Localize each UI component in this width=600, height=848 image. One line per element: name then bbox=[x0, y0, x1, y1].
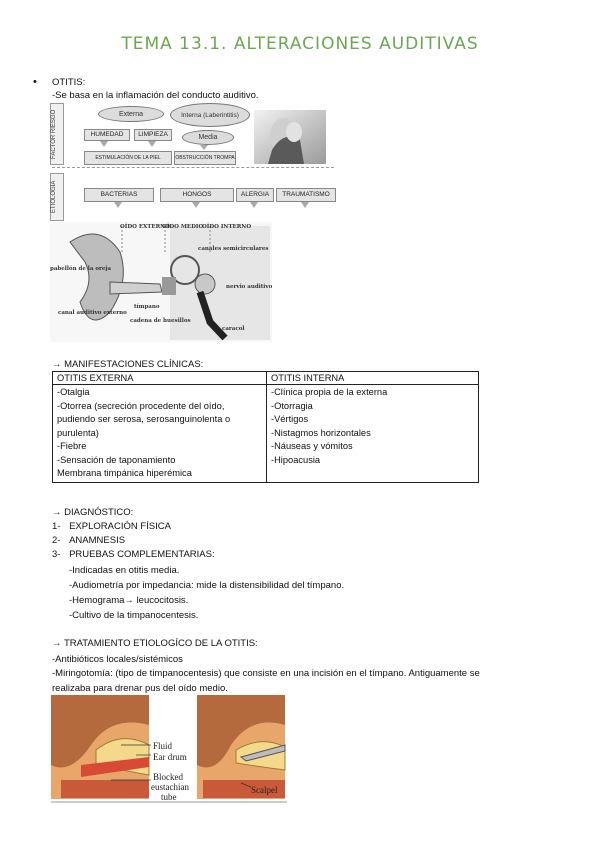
tratamiento-line-3: realizaba para drenar pus del oído medio. bbox=[52, 683, 228, 694]
diagnostico-heading: → DIAGNÓSTICO: bbox=[52, 507, 134, 518]
item-number: 1- bbox=[52, 521, 61, 532]
tratamiento-line-1: -Antibióticos locales/sistémicos bbox=[52, 654, 183, 665]
oval-internal: Interna (Laberintitis) bbox=[170, 103, 250, 127]
label-middle-ear: OÍDO MEDIO bbox=[162, 224, 204, 230]
diagnostico-sub-4: -Cultivo de la timpanocentesis. bbox=[69, 610, 199, 621]
ear-anatomy-drawing bbox=[50, 222, 272, 342]
list-item: -Otorragia bbox=[271, 400, 313, 411]
label-outer-ear: OÍDO EXTERNO bbox=[120, 224, 170, 230]
box-tube-obstruction: OBSTRUCCIÓN TROMPA bbox=[174, 151, 236, 165]
oval-middle: Media bbox=[182, 130, 234, 145]
label-fluid: Fluid bbox=[153, 741, 173, 751]
item-text: EXPLORACIÓN FÍSICA bbox=[69, 521, 171, 532]
item-text: PRUEBAS COMPLEMENTARIAS: bbox=[69, 549, 215, 560]
list-item: purulenta) bbox=[57, 427, 99, 438]
label-auditory-nerve: nervio auditivo bbox=[226, 284, 273, 290]
cell-otitis-externa bbox=[53, 385, 267, 483]
label-pinna: pabellón de la oreja bbox=[50, 266, 111, 272]
label-semicircular-canals: canales semicirculares bbox=[198, 246, 269, 252]
list-item: -Hipoacusia bbox=[271, 454, 321, 465]
list-item: -Sensación de taponamiento bbox=[57, 454, 176, 465]
table-row bbox=[53, 385, 479, 483]
side-label-factors: FACTOR RIESGO bbox=[50, 103, 64, 165]
otitis-intro: -Se basa en la inflamación del conducto auditivo. bbox=[52, 90, 259, 101]
label-eardrum: tímpano bbox=[134, 304, 160, 310]
list-item: -Otalgia bbox=[57, 387, 90, 397]
list-item: -Vértigos bbox=[271, 414, 309, 424]
list-item: -Otorrea (secreción procedente del oído, bbox=[57, 400, 225, 411]
label-cochlea: caracol bbox=[222, 326, 245, 332]
list-item: -Fiebre bbox=[57, 441, 87, 451]
page-title: TEMA 13.1. ALTERACIONES AUDITIVAS bbox=[121, 34, 479, 54]
col-otitis-externa: OTITIS EXTERNA bbox=[53, 372, 267, 385]
list-item: -Nistagmos horizontales bbox=[271, 427, 371, 438]
side-label-etiology: ETIOLOGÍA bbox=[50, 173, 64, 221]
item-number: 3- bbox=[52, 549, 61, 560]
tratamiento-line-2: -Miringotomía: (tipo de timpanocentesis) que consiste en una incisión en el tímpano. Antiguamente se bbox=[52, 668, 480, 679]
list-item: Membrana timpánica hiperémica bbox=[57, 468, 192, 478]
box-cleaning: LIMPIEZA bbox=[134, 129, 172, 141]
box-bacteria: BACTERIAS bbox=[84, 188, 154, 202]
box-fungi: HONGOS bbox=[160, 188, 234, 202]
bullet-icon: • bbox=[33, 76, 37, 88]
ear-pain-photo bbox=[254, 110, 326, 164]
box-allergy: ALERGIA bbox=[236, 188, 274, 202]
item-text: ANAMNESIS bbox=[69, 535, 126, 546]
tratamiento-heading: → TRATAMIENTO ETIOLOGÍCO DE LA OTITIS: bbox=[52, 638, 258, 649]
col-otitis-interna: OTITIS INTERNA bbox=[267, 372, 479, 385]
label-tube: tube bbox=[161, 792, 177, 802]
item-number: 2- bbox=[52, 535, 61, 546]
label-blocked: Blocked bbox=[153, 772, 183, 782]
oval-external: Externa bbox=[98, 106, 164, 122]
diagnostico-sub-3: -Hemograma→ leucocitosis. bbox=[69, 595, 189, 606]
list-item: -Clínica propia de la externa bbox=[271, 387, 388, 397]
diagnostico-sub-2: -Audiometría por impedancia: mide la distensibilidad del tímpano. bbox=[69, 580, 345, 591]
box-skin-stimulation: ESTIMULACIÓN DE LA PIEL bbox=[84, 151, 172, 165]
diagnostico-item-2 bbox=[52, 535, 125, 546]
label-ossicles: cadena de huesillos bbox=[130, 318, 191, 324]
label-inner-ear: OÍDO INTERNO bbox=[202, 224, 252, 230]
label-scalpel: Scalpel bbox=[251, 785, 278, 795]
cell-otitis-interna bbox=[267, 385, 479, 483]
otitis-heading: OTITIS: bbox=[52, 77, 86, 88]
box-trauma: TRAUMATISMO bbox=[276, 188, 336, 202]
diagnostico-sub-1: -Indicadas en otitis media. bbox=[69, 565, 180, 576]
list-item: -Náuseas y vómitos bbox=[271, 441, 353, 451]
diagnostico-item-3 bbox=[52, 549, 215, 560]
label-eustachian: eustachian bbox=[151, 782, 189, 792]
table-header-row bbox=[53, 372, 479, 385]
diagnostico-item-1 bbox=[52, 521, 171, 532]
manifestaciones-table bbox=[52, 371, 479, 483]
ear-anatomy-diagram bbox=[50, 222, 272, 342]
list-item: pudiendo ser serosa, serosanguinolenta o bbox=[57, 414, 231, 424]
myringotomy-figure bbox=[51, 695, 287, 803]
box-humidity: HUMEDAD bbox=[84, 129, 130, 141]
label-ear-drum: Ear drum bbox=[153, 752, 187, 762]
manifestaciones-heading: → MANIFESTACIONES CLÍNICAS: bbox=[52, 359, 204, 370]
label-ear-canal: canal auditivo externo bbox=[58, 310, 127, 316]
